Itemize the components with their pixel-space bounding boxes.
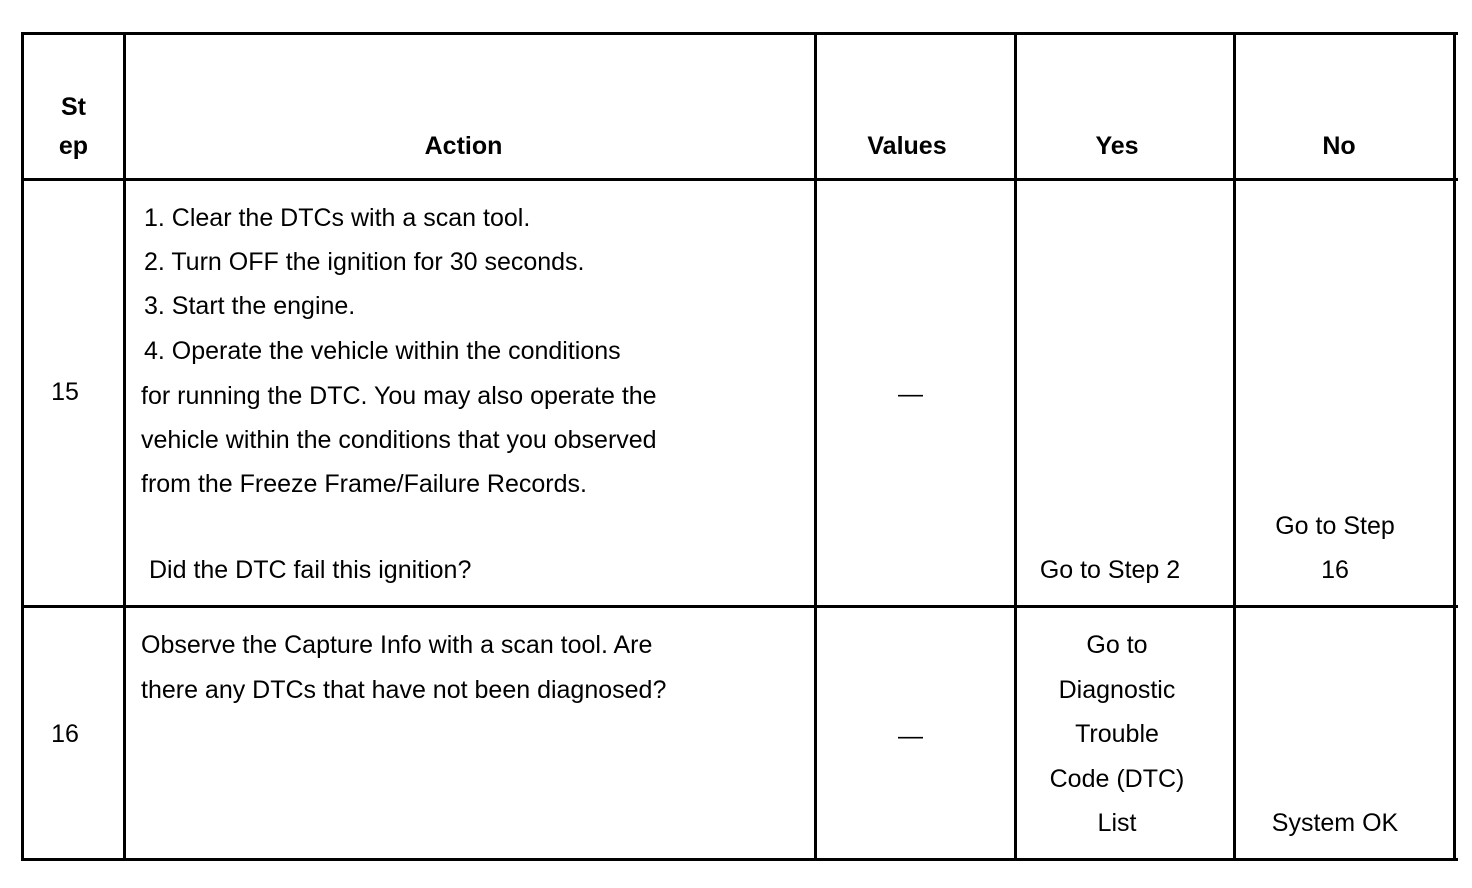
- row-15-action-continuation-1: for running the DTC. You may also operate the: [141, 382, 657, 410]
- row-16-yes-line-2: Diagnostic: [1058, 676, 1176, 704]
- row-15-action-item-4: 4. Operate the vehicle within the conditions: [144, 337, 621, 365]
- row-15-action-item-1: 1. Clear the DTCs with a scan tool.: [144, 204, 531, 232]
- table-border-bottom: [21, 858, 1458, 861]
- row-15-values: —: [898, 380, 923, 408]
- header-no: No: [1322, 132, 1356, 160]
- row-15-action-item-3: 3. Start the engine.: [144, 292, 356, 320]
- row-16-values: —: [898, 722, 923, 750]
- header-values: Values: [867, 132, 947, 160]
- header-yes: Yes: [1095, 132, 1139, 160]
- row-15-no-line2: 16: [1321, 556, 1349, 584]
- row-15-action-continuation-3: from the Freeze Frame/Failure Records.: [141, 470, 587, 498]
- row-15-action-continuation-2: vehicle within the conditions that you observed: [141, 426, 657, 454]
- row-16-yes-line-1: Go to: [1086, 631, 1148, 659]
- header-divider: [21, 178, 1458, 181]
- row-16-yes-line-5: List: [1097, 809, 1137, 837]
- row-16-action-line-1: Observe the Capture Info with a scan tool. Are: [141, 631, 653, 659]
- row-divider: [21, 605, 1458, 608]
- header-step-line1: St: [61, 93, 86, 121]
- row-15-yes: Go to Step 2: [1039, 556, 1181, 584]
- row-16-yes-line-3: Trouble: [1075, 720, 1159, 748]
- table-border-right: [1453, 32, 1456, 861]
- table-border-top: [21, 32, 1458, 35]
- header-step-line2: ep: [58, 132, 89, 160]
- row-15-action-item-2: 2. Turn OFF the ignition for 30 seconds.: [144, 248, 585, 276]
- row-16-yes-line-4: Code (DTC): [1049, 765, 1185, 793]
- row-15-step: 15: [51, 378, 79, 406]
- row-15-action-question: Did the DTC fail this ignition?: [149, 556, 472, 584]
- row-15-no-line1: Go to Step: [1275, 512, 1395, 540]
- header-action: Action: [424, 132, 503, 160]
- row-16-action-line-2: there any DTCs that have not been diagnosed?: [141, 676, 667, 704]
- row-16-no: System OK: [1271, 809, 1399, 837]
- row-16-step: 16: [51, 720, 79, 748]
